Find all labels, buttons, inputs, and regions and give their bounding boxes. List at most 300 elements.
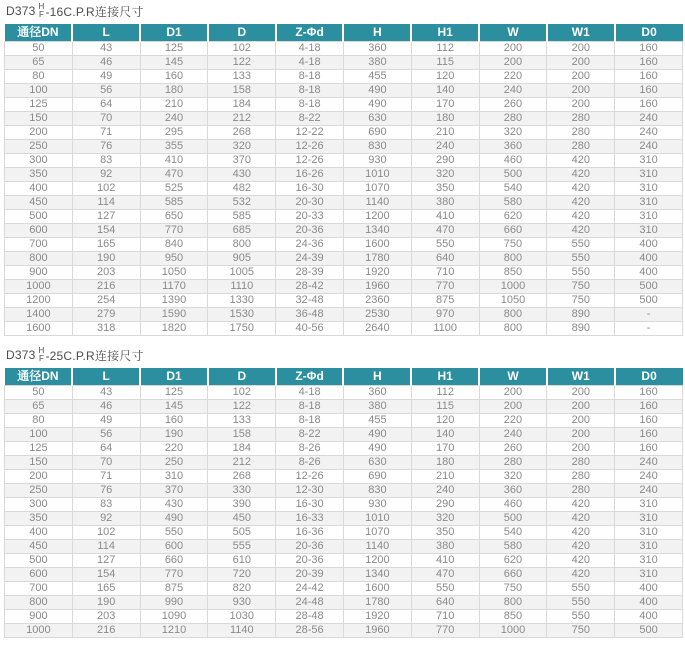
table-cell: 140: [411, 84, 479, 98]
table-cell: 1330: [208, 294, 276, 308]
table-cell: 1210: [140, 624, 208, 638]
table-cell: 875: [411, 294, 479, 308]
column-header: L: [72, 368, 140, 386]
table-cell: 133: [208, 70, 276, 84]
table-cell: 12-26: [276, 470, 344, 484]
table-row: [5, 182, 683, 196]
table-row: [5, 266, 683, 280]
table-row: [5, 484, 683, 498]
table-cell: 16-30: [276, 498, 344, 512]
table-cell: 115: [411, 56, 479, 70]
table-cell: 350: [5, 168, 73, 182]
table-cell: 280: [479, 112, 547, 126]
table-cell: 310: [615, 182, 683, 196]
table-cell: 100: [5, 84, 73, 98]
table-cell: 200: [479, 386, 547, 400]
table-cell: 310: [615, 568, 683, 582]
table-cell: 200: [547, 414, 615, 428]
table-cell: 12-26: [276, 140, 344, 154]
table-cell: 200: [547, 98, 615, 112]
table-row: [5, 252, 683, 266]
table-cell: 240: [615, 456, 683, 470]
table-cell: 400: [615, 596, 683, 610]
table-body: [5, 42, 683, 336]
table-cell: 200: [547, 442, 615, 456]
table-cell: 1000: [479, 624, 547, 638]
table-cell: 280: [547, 484, 615, 498]
table-cell: 420: [547, 526, 615, 540]
table-cell: 250: [140, 456, 208, 470]
table-cell: 930: [343, 498, 411, 512]
table-cell: 20-39: [276, 568, 344, 582]
table-cell: 254: [72, 294, 140, 308]
table-cell: 950: [140, 252, 208, 266]
table-cell: 1200: [343, 554, 411, 568]
column-header: D0: [615, 24, 683, 42]
table-cell: 600: [5, 224, 73, 238]
table-cell: 295: [140, 126, 208, 140]
table-row: [5, 400, 683, 414]
table-cell: 770: [411, 280, 479, 294]
table-cell: 70: [72, 112, 140, 126]
table-cell: 420: [547, 224, 615, 238]
table-cell: 240: [615, 484, 683, 498]
table-cell: 154: [72, 568, 140, 582]
table-cell: 300: [5, 498, 73, 512]
table-cell: 1920: [343, 266, 411, 280]
table-cell: 410: [411, 210, 479, 224]
table-cell: 212: [208, 456, 276, 470]
table-cell: 1005: [208, 266, 276, 280]
table-cell: 1140: [208, 624, 276, 638]
table-cell: 268: [208, 470, 276, 484]
table-row: [5, 624, 683, 638]
table-cell: 50: [5, 42, 73, 56]
table-cell: 8-18: [276, 98, 344, 112]
table-cell: 12-22: [276, 126, 344, 140]
title-hf-fraction: [39, 347, 45, 364]
table-cell: 203: [72, 266, 140, 280]
table-cell: 280: [547, 126, 615, 140]
table-cell: 1920: [343, 610, 411, 624]
table-cell: 380: [343, 56, 411, 70]
table-cell: 210: [411, 470, 479, 484]
table-cell: 550: [411, 582, 479, 596]
table-cell: 212: [208, 112, 276, 126]
table-cell: 355: [140, 140, 208, 154]
table-cell: 970: [411, 308, 479, 322]
table-cell: 8-26: [276, 442, 344, 456]
table-cell: 660: [140, 554, 208, 568]
table-cell: 1780: [343, 252, 411, 266]
table-row: [5, 386, 683, 400]
table-cell: 1820: [140, 322, 208, 336]
table-cell: 210: [411, 126, 479, 140]
table-cell: 318: [72, 322, 140, 336]
table-row: [5, 568, 683, 582]
table-cell: 620: [479, 210, 547, 224]
table-cell: 279: [72, 308, 140, 322]
table-cell: 125: [5, 98, 73, 112]
table-cell: 400: [615, 238, 683, 252]
table-cell: 160: [615, 400, 683, 414]
table-cell: 350: [411, 526, 479, 540]
table-cell: 505: [208, 526, 276, 540]
table-row: [5, 596, 683, 610]
table-cell: 330: [208, 484, 276, 498]
table-cell: 400: [615, 266, 683, 280]
table-cell: -: [615, 322, 683, 336]
table-cell: 125: [5, 442, 73, 456]
table-cell: 250: [5, 140, 73, 154]
table-cell: 280: [547, 112, 615, 126]
table-cell: 850: [479, 610, 547, 624]
table-cell: 158: [208, 428, 276, 442]
table-cell: 20-33: [276, 210, 344, 224]
table-cell: 650: [140, 210, 208, 224]
table-cell: 490: [343, 442, 411, 456]
table-cell: 240: [479, 84, 547, 98]
table-cell: 250: [5, 484, 73, 498]
table-cell: 1600: [343, 238, 411, 252]
table-cell: 455: [343, 414, 411, 428]
column-header: H: [343, 368, 411, 386]
table-cell: 200: [547, 70, 615, 84]
table-cell: 65: [5, 56, 73, 70]
table-cell: 360: [479, 484, 547, 498]
table-cell: 24-36: [276, 238, 344, 252]
table-cell: 500: [615, 294, 683, 308]
table-cell: 1960: [343, 624, 411, 638]
table-title: [6, 346, 682, 364]
table-cell: 112: [411, 42, 479, 56]
table-cell: 92: [72, 168, 140, 182]
table-cell: 750: [547, 624, 615, 638]
table-cell: 220: [479, 414, 547, 428]
table-cell: 1050: [140, 266, 208, 280]
table-cell: 71: [72, 126, 140, 140]
table-cell: 420: [547, 498, 615, 512]
table-cell: 800: [208, 238, 276, 252]
table-cell: 127: [72, 210, 140, 224]
column-header: D1: [140, 368, 208, 386]
table-row: [5, 456, 683, 470]
table-cell: 268: [208, 126, 276, 140]
title-fraction-top: H: [38, 345, 45, 355]
table-cell: 500: [479, 168, 547, 182]
table-cell: 76: [72, 140, 140, 154]
table-cell: 900: [5, 266, 73, 280]
table-cell: 800: [479, 322, 547, 336]
table-cell: 240: [615, 126, 683, 140]
table-cell: 400: [5, 526, 73, 540]
table-cell: 190: [140, 428, 208, 442]
table-cell: 360: [343, 386, 411, 400]
table-cell: 700: [5, 582, 73, 596]
table-cell: 150: [5, 112, 73, 126]
table-cell: 122: [208, 56, 276, 70]
table-cell: 310: [615, 526, 683, 540]
table-cell: 770: [411, 624, 479, 638]
table-cell: 200: [479, 400, 547, 414]
table-cell: 4-18: [276, 386, 344, 400]
table-cell: 32-48: [276, 294, 344, 308]
table-cell: 120: [411, 414, 479, 428]
table-cell: 470: [411, 568, 479, 582]
table-cell: 550: [547, 610, 615, 624]
table-cell: 140: [411, 428, 479, 442]
column-header: H1: [411, 24, 479, 42]
table-cell: 720: [208, 568, 276, 582]
table-cell: 420: [547, 196, 615, 210]
table-cell: 850: [479, 266, 547, 280]
table-cell: 114: [72, 196, 140, 210]
table-cell: 28-56: [276, 624, 344, 638]
table-cell: 420: [547, 210, 615, 224]
column-header: W1: [547, 24, 615, 42]
table-cell: 1000: [5, 280, 73, 294]
table-cell: 4-18: [276, 56, 344, 70]
table-cell: 145: [140, 56, 208, 70]
table-cell: 16-36: [276, 526, 344, 540]
table-cell: 1600: [343, 582, 411, 596]
table-cell: 420: [547, 554, 615, 568]
table-cell: 180: [411, 112, 479, 126]
table-cell: 4-18: [276, 42, 344, 56]
table-cell: 1000: [5, 624, 73, 638]
table-cell: 160: [615, 42, 683, 56]
table-cell: 220: [479, 70, 547, 84]
table-cell: 100: [5, 428, 73, 442]
table-cell: 455: [343, 70, 411, 84]
table-cell: 92: [72, 512, 140, 526]
table-cell: 420: [547, 540, 615, 554]
table-cell: 710: [411, 610, 479, 624]
table-row: [5, 498, 683, 512]
table-cell: 930: [208, 596, 276, 610]
table-cell: 500: [615, 280, 683, 294]
table-cell: 2530: [343, 308, 411, 322]
table-cell: 102: [208, 42, 276, 56]
table-cell: 165: [72, 238, 140, 252]
table-cell: 1960: [343, 280, 411, 294]
table-cell: 310: [615, 554, 683, 568]
table-cell: 1140: [343, 196, 411, 210]
title-model: D373: [6, 4, 36, 18]
table-cell: 875: [140, 582, 208, 596]
table-cell: 76: [72, 484, 140, 498]
table-cell: 50: [5, 386, 73, 400]
table-cell: 500: [5, 554, 73, 568]
column-header: 通径DN: [5, 24, 73, 42]
table-cell: 24-48: [276, 596, 344, 610]
table-cell: 1780: [343, 596, 411, 610]
table-cell: 310: [615, 196, 683, 210]
table-header: [5, 24, 683, 42]
table-row: [5, 610, 683, 624]
table-cell: 102: [208, 386, 276, 400]
column-header: Z-Φd: [276, 368, 344, 386]
table-cell: 770: [140, 224, 208, 238]
table-cell: 460: [479, 498, 547, 512]
table-row: [5, 42, 683, 56]
table-cell: 190: [72, 252, 140, 266]
table-cell: 450: [5, 196, 73, 210]
column-header: W1: [547, 368, 615, 386]
table-cell: 320: [479, 126, 547, 140]
table-cell: 20-36: [276, 540, 344, 554]
table-cell: 64: [72, 98, 140, 112]
table-cell: 1070: [343, 182, 411, 196]
title-suffix: -16C.P.R连接尺寸: [45, 4, 144, 19]
table-cell: 1100: [411, 322, 479, 336]
table-cell: 280: [547, 140, 615, 154]
table-cell: 490: [140, 512, 208, 526]
table-row: [5, 308, 683, 322]
table-cell: 1050: [479, 294, 547, 308]
table-cell: 170: [411, 442, 479, 456]
table-cell: 8-18: [276, 84, 344, 98]
table-row: [5, 428, 683, 442]
table-cell: 550: [140, 526, 208, 540]
table-cell: 400: [615, 252, 683, 266]
table-cell: 380: [411, 540, 479, 554]
table-cell: 180: [411, 456, 479, 470]
table-cell: 1340: [343, 568, 411, 582]
table-header: [5, 368, 683, 386]
column-header: D: [208, 24, 276, 42]
table-cell: 12-26: [276, 154, 344, 168]
table-cell: 120: [411, 70, 479, 84]
table-cell: -: [615, 308, 683, 322]
table-cell: 160: [615, 442, 683, 456]
table-cell: 660: [479, 224, 547, 238]
table-cell: 16-33: [276, 512, 344, 526]
table-cell: 280: [479, 456, 547, 470]
table-row: [5, 414, 683, 428]
column-header: H: [343, 24, 411, 42]
table-row: [5, 280, 683, 294]
table-cell: 28-42: [276, 280, 344, 294]
table-cell: 1340: [343, 224, 411, 238]
table-cell: 83: [72, 498, 140, 512]
column-header: L: [72, 24, 140, 42]
table-cell: 160: [615, 56, 683, 70]
table-row: [5, 224, 683, 238]
table-cell: 320: [411, 168, 479, 182]
table-title: [6, 2, 682, 20]
table-cell: 500: [615, 624, 683, 638]
table-cell: 80: [5, 70, 73, 84]
table-cell: 660: [479, 568, 547, 582]
table-row: [5, 98, 683, 112]
table-cell: 580: [479, 540, 547, 554]
table-cell: 700: [5, 238, 73, 252]
table-cell: 127: [72, 554, 140, 568]
table-cell: 1390: [140, 294, 208, 308]
table-cell: 12-30: [276, 484, 344, 498]
table-cell: 990: [140, 596, 208, 610]
table-cell: 216: [72, 280, 140, 294]
table-cell: 102: [72, 182, 140, 196]
table-cell: 64: [72, 442, 140, 456]
header-row: [5, 368, 683, 386]
table-cell: 24-39: [276, 252, 344, 266]
table-cell: 43: [72, 386, 140, 400]
table-cell: 2360: [343, 294, 411, 308]
table-row: [5, 140, 683, 154]
table-cell: 260: [479, 98, 547, 112]
column-header: W: [479, 24, 547, 42]
table-cell: 400: [5, 182, 73, 196]
column-header: H1: [411, 368, 479, 386]
table-cell: 490: [343, 84, 411, 98]
table-row: [5, 210, 683, 224]
table-cell: 360: [343, 42, 411, 56]
table-cell: 216: [72, 624, 140, 638]
table-cell: 24-42: [276, 582, 344, 596]
column-header: D: [208, 368, 276, 386]
table-cell: 360: [479, 140, 547, 154]
table-cell: 450: [5, 540, 73, 554]
table-cell: 1010: [343, 512, 411, 526]
table-cell: 750: [547, 280, 615, 294]
table-cell: 800: [5, 252, 73, 266]
title-fraction-top: H: [38, 1, 45, 11]
table-row: [5, 70, 683, 84]
table-cell: 240: [140, 112, 208, 126]
title-fraction-bottom: F: [38, 354, 45, 363]
table-cell: 65: [5, 400, 73, 414]
table-cell: 160: [140, 70, 208, 84]
table-cell: 200: [547, 56, 615, 70]
dimension-table-section-pn25: [4, 346, 682, 638]
table-row: [5, 168, 683, 182]
table-cell: 290: [411, 154, 479, 168]
table-row: [5, 294, 683, 308]
table-row: [5, 470, 683, 484]
table-cell: 310: [140, 470, 208, 484]
table-row: [5, 322, 683, 336]
table-cell: 800: [5, 596, 73, 610]
table-cell: 8-22: [276, 428, 344, 442]
table-cell: 930: [343, 154, 411, 168]
table-cell: 133: [208, 414, 276, 428]
table-cell: 820: [208, 582, 276, 596]
table-cell: 40-56: [276, 322, 344, 336]
table-cell: 525: [140, 182, 208, 196]
table-cell: 370: [208, 154, 276, 168]
table-cell: 280: [547, 456, 615, 470]
table-cell: 400: [615, 582, 683, 596]
table-cell: 1530: [208, 308, 276, 322]
table-cell: 830: [343, 140, 411, 154]
table-cell: 550: [547, 582, 615, 596]
table-cell: 180: [140, 84, 208, 98]
table-cell: 550: [547, 252, 615, 266]
table-row: [5, 196, 683, 210]
table-cell: 150: [5, 456, 73, 470]
table-cell: 350: [5, 512, 73, 526]
table-cell: 770: [140, 568, 208, 582]
header-row: [5, 24, 683, 42]
table-cell: 840: [140, 238, 208, 252]
table-cell: 550: [547, 238, 615, 252]
table-cell: 46: [72, 56, 140, 70]
table-cell: 210: [140, 98, 208, 112]
table-cell: 490: [343, 428, 411, 442]
table-cell: 585: [208, 210, 276, 224]
